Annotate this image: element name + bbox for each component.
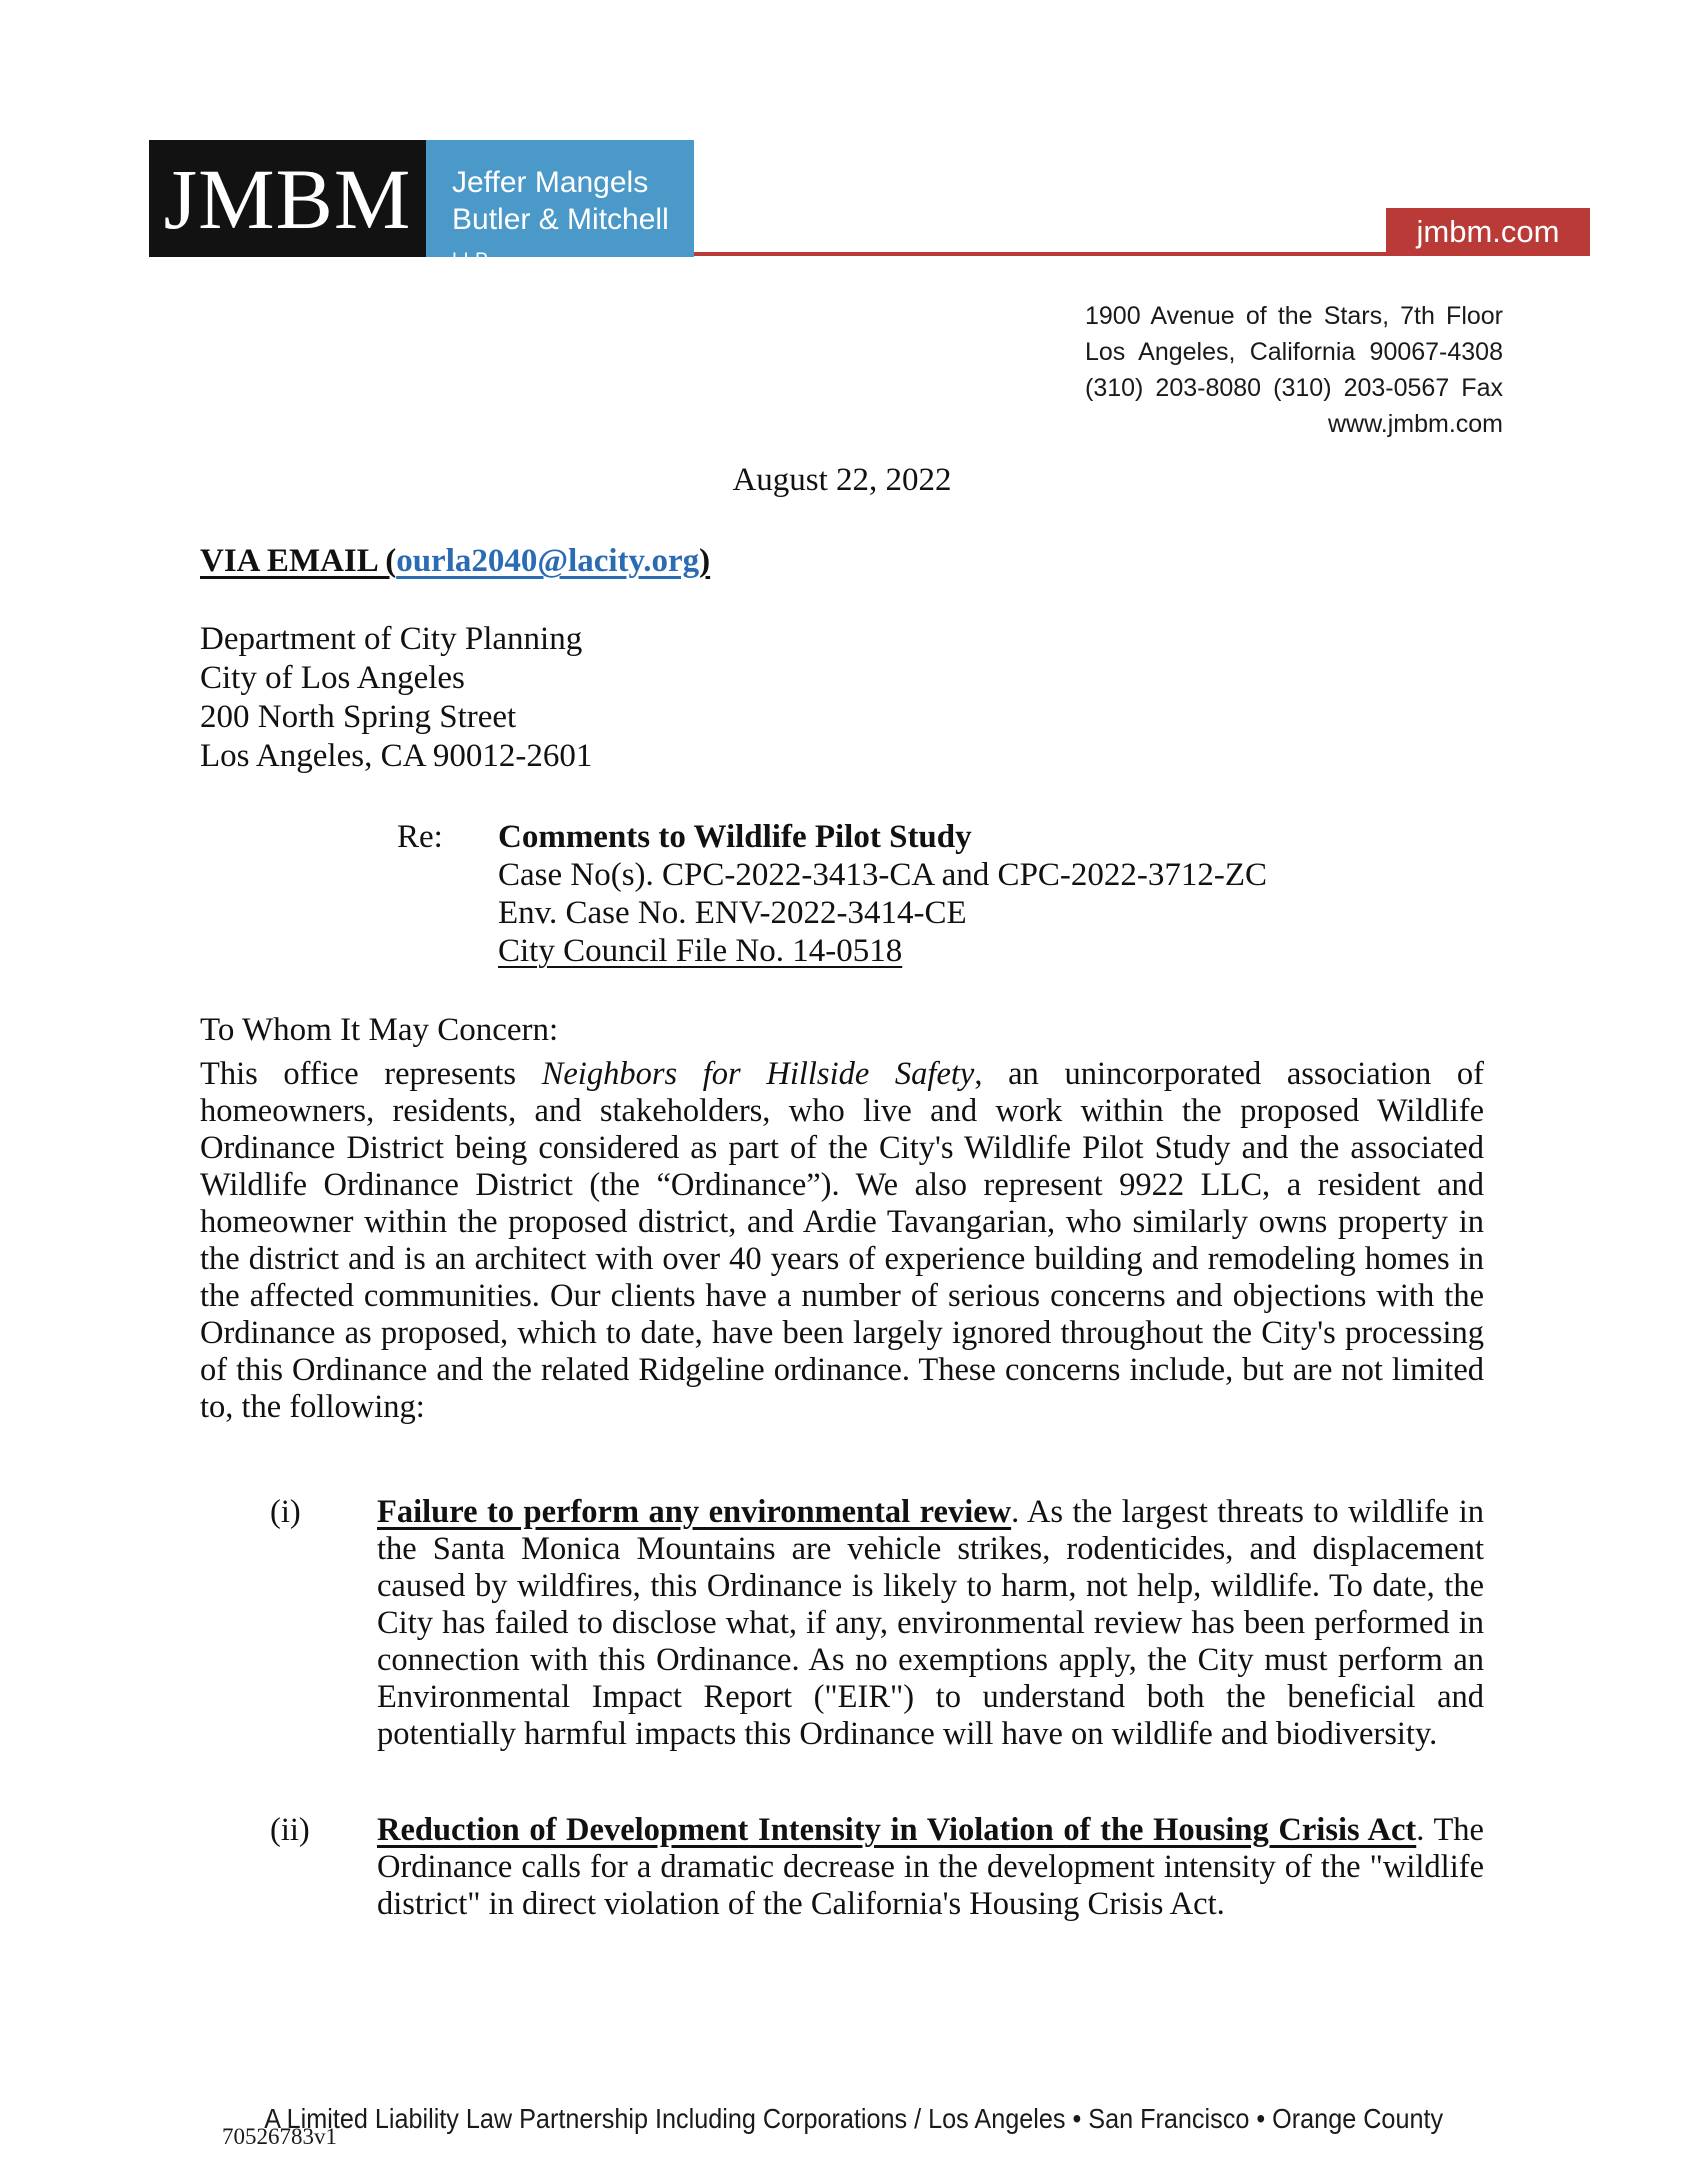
- jmbm-logo-firm-name: [426, 140, 694, 271]
- list-marker: (i): [270, 1494, 301, 1530]
- phone-fax-line: (310) 203-8080 (310) 203-0567 Fax: [1085, 374, 1503, 402]
- via-email-line: [200, 543, 710, 580]
- recipient-line: Department of City Planning: [200, 621, 583, 657]
- salutation: To Whom It May Concern:: [200, 1012, 559, 1048]
- address-line: Los Angeles, California 90067-4308: [1085, 338, 1503, 366]
- via-email-suffix: ): [699, 543, 711, 579]
- item-body: . The Ordinance calls for a dramatic decrease in the development intensity of the "wildlife district" in direct violation of the California's Housing Crisis Act.: [377, 1812, 1484, 1922]
- re-council-file: City Council File No. 14-0518: [498, 933, 903, 969]
- recipient-line: 200 North Spring Street: [200, 699, 517, 735]
- via-email-prefix: VIA EMAIL (: [200, 543, 397, 579]
- list-item-ii: [270, 1812, 1484, 1923]
- recipient-address-block: [200, 620, 592, 776]
- list-item-text: [377, 1812, 1484, 1923]
- item-heading: Reduction of Development Intensity in Violation of the Housing Crisis Act: [377, 1812, 1417, 1848]
- re-subject: Comments to Wildlife Pilot Study: [498, 819, 972, 855]
- list-item-i: [270, 1494, 1484, 1753]
- re-env-case-number: Env. Case No. ENV-2022-3414-CE: [498, 895, 967, 931]
- footer-partnership-line: A Limited Liability Law Partnership Including Corporations / Los Angeles • San Francisco • Orange County: [264, 2103, 1444, 2134]
- re-block: [397, 818, 1267, 970]
- website-badge: jmbm.com: [1386, 208, 1590, 256]
- intro-text: This office represents: [200, 1056, 542, 1092]
- re-case-numbers: Case No(s). CPC-2022-3413-CA and CPC-2022-3712-ZC: [498, 857, 1268, 893]
- logo-monogram-text: JMBM: [163, 150, 412, 247]
- firm-name-line1: Jeffer Mangels: [452, 166, 649, 199]
- address-line: 1900 Avenue of the Stars, 7th Floor: [1085, 302, 1503, 330]
- letterhead-website: www.jmbm.com: [1327, 410, 1503, 438]
- re-content: [498, 818, 1267, 970]
- list-item-text: [377, 1494, 1484, 1753]
- llp-suffix: LLP: [452, 250, 489, 271]
- jmbm-logo-monogram: [149, 140, 426, 257]
- email-link[interactable]: ourla2040@lacity.org: [396, 543, 700, 579]
- re-label: Re:: [397, 819, 443, 855]
- intro-text: , an unincorporated association of homeowners, residents, and stakeholders, who live and work within the proposed Wildlife Ordinance District being considered as part of the City's Wildlife Pilot Study and the associated Wildlife Ordinance District (the “Ordinance”). We also represent 9922 LLC, a resident and homeowner within the proposed district, and Ardie Tavangarian, who similarly owns property in the district and is an architect with over 40 years of experience building and remodeling homes in the affected communities. Our clients have a number of serious concerns and objections with the Ordinance as proposed, which to date, have been largely ignored throughout the City's processing of this Ordinance and the related Ridgeline ordinance. These concerns include, but are not limited to, the following:: [200, 1056, 1484, 1425]
- letterhead-address-block: [1085, 298, 1503, 442]
- client-name-italic: Neighbors for Hillside Safety: [541, 1056, 975, 1092]
- recipient-line: City of Los Angeles: [200, 660, 465, 696]
- item-body: . As the largest threats to wildlife in the Santa Monica Mountains are vehicle strikes, rodenticides, and displacement caused by wildfires, this Ordinance is likely to harm, not help, wildlife. To date, the City has failed to disclose what, if any, environmental review has been performed in connection with this Ordinance. As no exemptions apply, the City must perform an Environmental Impact Report ("EIR") to understand both the beneficial and potentially harmful impacts this Ordinance will have on wildlife and biodiversity.: [377, 1494, 1484, 1752]
- document-number: 70526783v1: [222, 2124, 337, 2149]
- recipient-line: Los Angeles, CA 90012-2601: [200, 738, 593, 774]
- firm-name-line2: Butler & Mitchell LLP: [452, 203, 669, 271]
- list-marker: (ii): [270, 1812, 310, 1848]
- item-heading: Failure to perform any environmental review: [377, 1494, 1012, 1530]
- intro-paragraph: [200, 1056, 1484, 1426]
- letter-date: August 22, 2022: [732, 462, 952, 498]
